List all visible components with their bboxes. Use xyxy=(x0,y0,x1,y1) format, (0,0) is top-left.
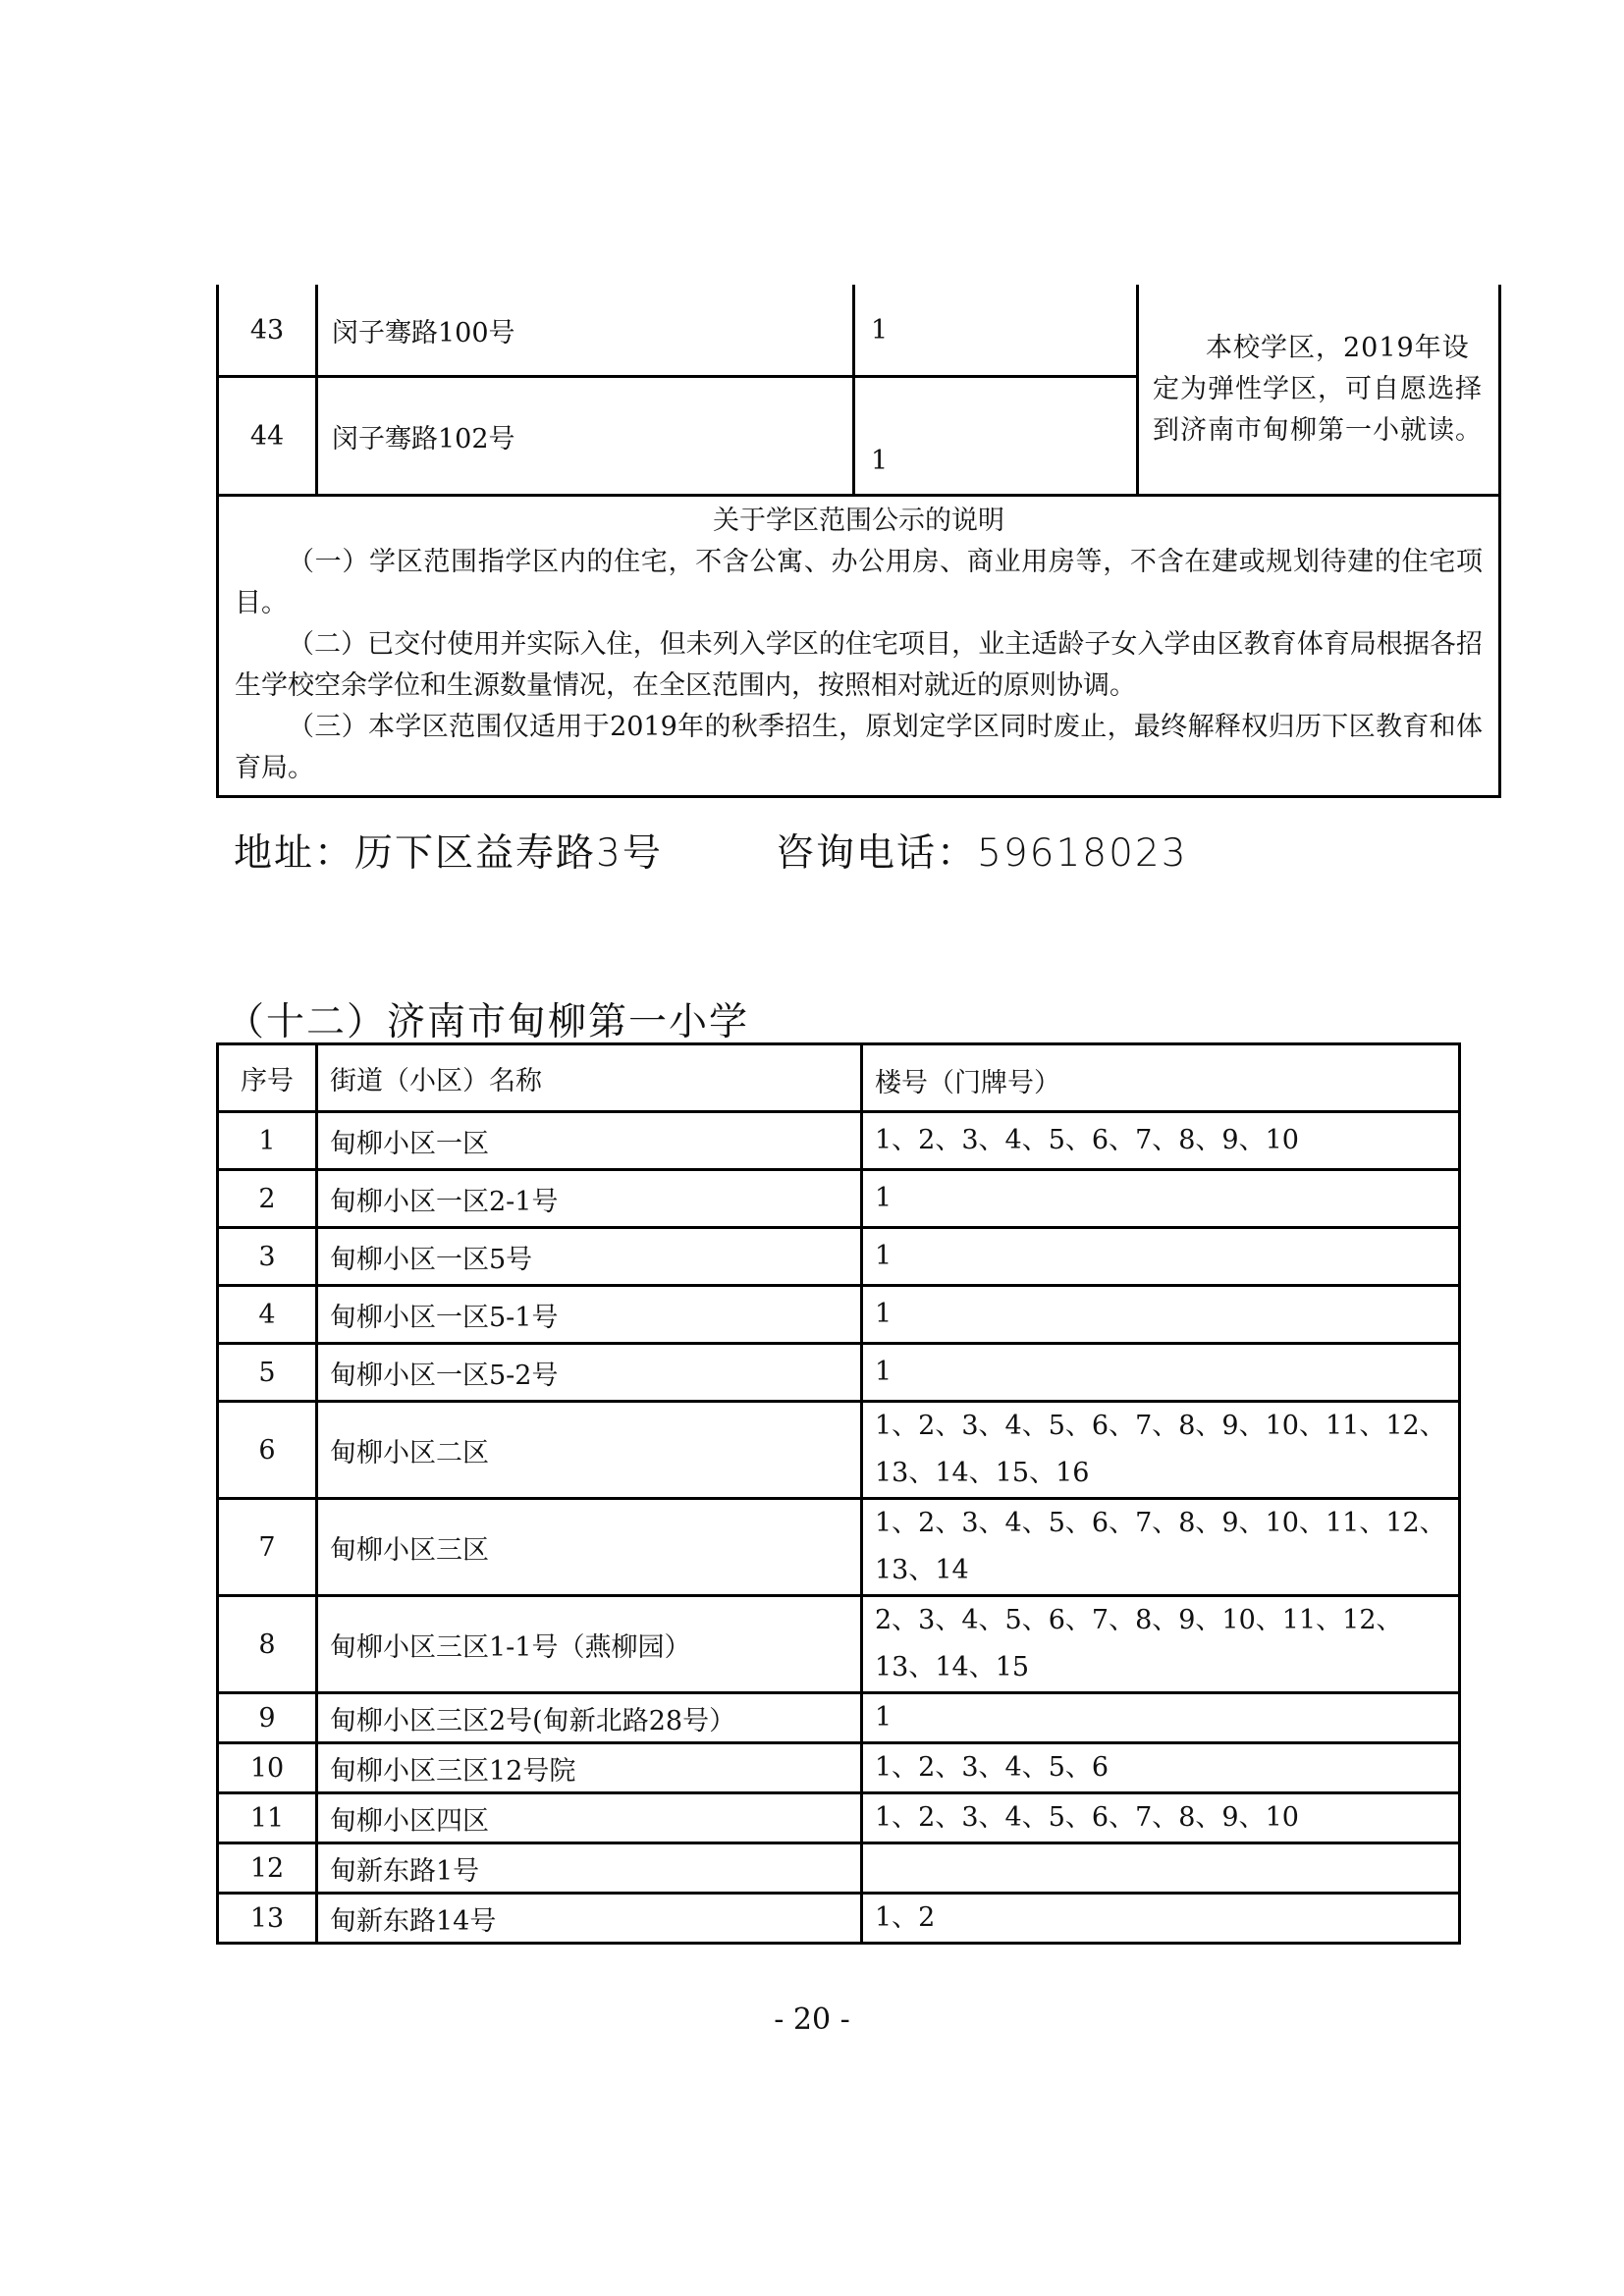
explanation-paragraph: （三）本学区范围仅适用于2019年的秋季招生，原划定学区同时废止，最终解释权归历下区教育和体育局。 xyxy=(235,712,1483,783)
table-header-row xyxy=(218,1044,1460,1112)
table-row xyxy=(218,285,1500,377)
row-number: 1 xyxy=(218,1112,317,1170)
street-name: 甸柳小区一区2-1号 xyxy=(317,1170,862,1228)
row-number: 8 xyxy=(218,1596,317,1693)
table-row xyxy=(218,1228,1460,1286)
building-numbers: 1、2、3、4、5、6 xyxy=(862,1743,1460,1793)
row-number: 4 xyxy=(218,1286,317,1344)
row-number: 10 xyxy=(218,1743,317,1793)
flexible-district-note xyxy=(1138,285,1500,496)
table-row xyxy=(218,1894,1460,1944)
street-name: 甸新东路1号 xyxy=(317,1843,862,1894)
table-row xyxy=(218,1286,1460,1344)
building-numbers: 1、2、3、4、5、6、7、8、9、10、11、12、13、14、15、16 xyxy=(862,1402,1460,1499)
row-number: 9 xyxy=(218,1693,317,1743)
contact-line xyxy=(234,823,1188,878)
table-row xyxy=(218,1843,1460,1894)
table-row xyxy=(218,1596,1460,1693)
building-numbers: 1、2、3、4、5、6、7、8、9、10 xyxy=(862,1112,1460,1170)
row-number: 43 xyxy=(218,285,317,377)
table-row xyxy=(218,1344,1460,1402)
table-row xyxy=(218,1170,1460,1228)
street-name: 甸柳小区一区5-1号 xyxy=(317,1286,862,1344)
street-name: 甸新东路14号 xyxy=(317,1894,862,1944)
explanation-title: 关于学区范围公示的说明 xyxy=(713,506,1004,536)
table-row xyxy=(218,1743,1460,1793)
row-number: 6 xyxy=(218,1402,317,1499)
street-name: 甸柳小区三区12号院 xyxy=(317,1743,862,1793)
row-number: 44 xyxy=(218,377,317,496)
table-row xyxy=(218,1499,1460,1596)
row-number: 5 xyxy=(218,1344,317,1402)
street-name: 甸柳小区三区 xyxy=(317,1499,862,1596)
street-name: 甸柳小区三区2号(甸新北路28号） xyxy=(317,1693,862,1743)
school-district-table xyxy=(216,1042,1461,1945)
building-numbers: 1 xyxy=(862,1286,1460,1344)
explanation-paragraph: （二）已交付使用并实际入住，但未列入学区的住宅项目，业主适龄子女入学由区教育体育局根据各招生学校空余学位和生源数量情况，在全区范围内，按照相对就近的原则协调。 xyxy=(235,629,1483,701)
header-buildings: 楼号（门牌号） xyxy=(862,1044,1460,1112)
building-numbers: 1、2、3、4、5、6、7、8、9、10、11、12、13、14 xyxy=(862,1499,1460,1596)
page-number: - 20 - xyxy=(774,2002,850,2037)
table-row xyxy=(218,1693,1460,1743)
explanation-paragraph: （一）学区范围指学区内的住宅，不含公寓、办公用房、商业用房等，不含在建或规划待建的住宅项目。 xyxy=(235,547,1483,618)
row-number: 12 xyxy=(218,1843,317,1894)
building-numbers: 1 xyxy=(854,377,1138,496)
street-name: 甸柳小区一区 xyxy=(317,1112,862,1170)
explanation-row xyxy=(218,496,1500,797)
street-name: 甸柳小区一区5号 xyxy=(317,1228,862,1286)
table-row xyxy=(218,1402,1460,1499)
building-numbers: 1 xyxy=(862,1693,1460,1743)
address-text: 地址：历下区益寿路3号 xyxy=(234,831,663,876)
header-street: 街道（小区）名称 xyxy=(317,1044,862,1112)
building-numbers: 1 xyxy=(862,1170,1460,1228)
street-name: 甸柳小区三区1-1号（燕柳园） xyxy=(317,1596,862,1693)
street-name: 闵子骞路102号 xyxy=(317,377,854,496)
building-numbers: 1 xyxy=(862,1228,1460,1286)
note-text: 本校学区，2019年设定为弹性学区，可自愿选择到济南市甸柳第一小就读。 xyxy=(1153,332,1483,446)
table-row xyxy=(218,1793,1460,1843)
header-number: 序号 xyxy=(218,1044,317,1112)
section-title: （十二）济南市甸柳第一小学 xyxy=(226,1000,750,1044)
table-row xyxy=(218,1112,1460,1170)
street-name: 闵子骞路100号 xyxy=(317,285,854,377)
row-number: 13 xyxy=(218,1894,317,1944)
building-numbers xyxy=(862,1843,1460,1894)
explanation-cell xyxy=(218,496,1500,797)
row-number: 2 xyxy=(218,1170,317,1228)
building-numbers: 1 xyxy=(854,285,1138,377)
row-number: 7 xyxy=(218,1499,317,1596)
building-numbers: 1、2 xyxy=(862,1894,1460,1944)
street-name: 甸柳小区一区5-2号 xyxy=(317,1344,862,1402)
street-name: 甸柳小区四区 xyxy=(317,1793,862,1843)
building-numbers: 1 xyxy=(862,1344,1460,1402)
row-number: 11 xyxy=(218,1793,317,1843)
building-numbers: 1、2、3、4、5、6、7、8、9、10 xyxy=(862,1793,1460,1843)
phone-text: 咨询电话：59618023 xyxy=(776,831,1188,876)
building-numbers: 2、3、4、5、6、7、8、9、10、11、12、13、14、15 xyxy=(862,1596,1460,1693)
street-name: 甸柳小区二区 xyxy=(317,1402,862,1499)
previous-school-table xyxy=(216,285,1501,798)
row-number: 3 xyxy=(218,1228,317,1286)
